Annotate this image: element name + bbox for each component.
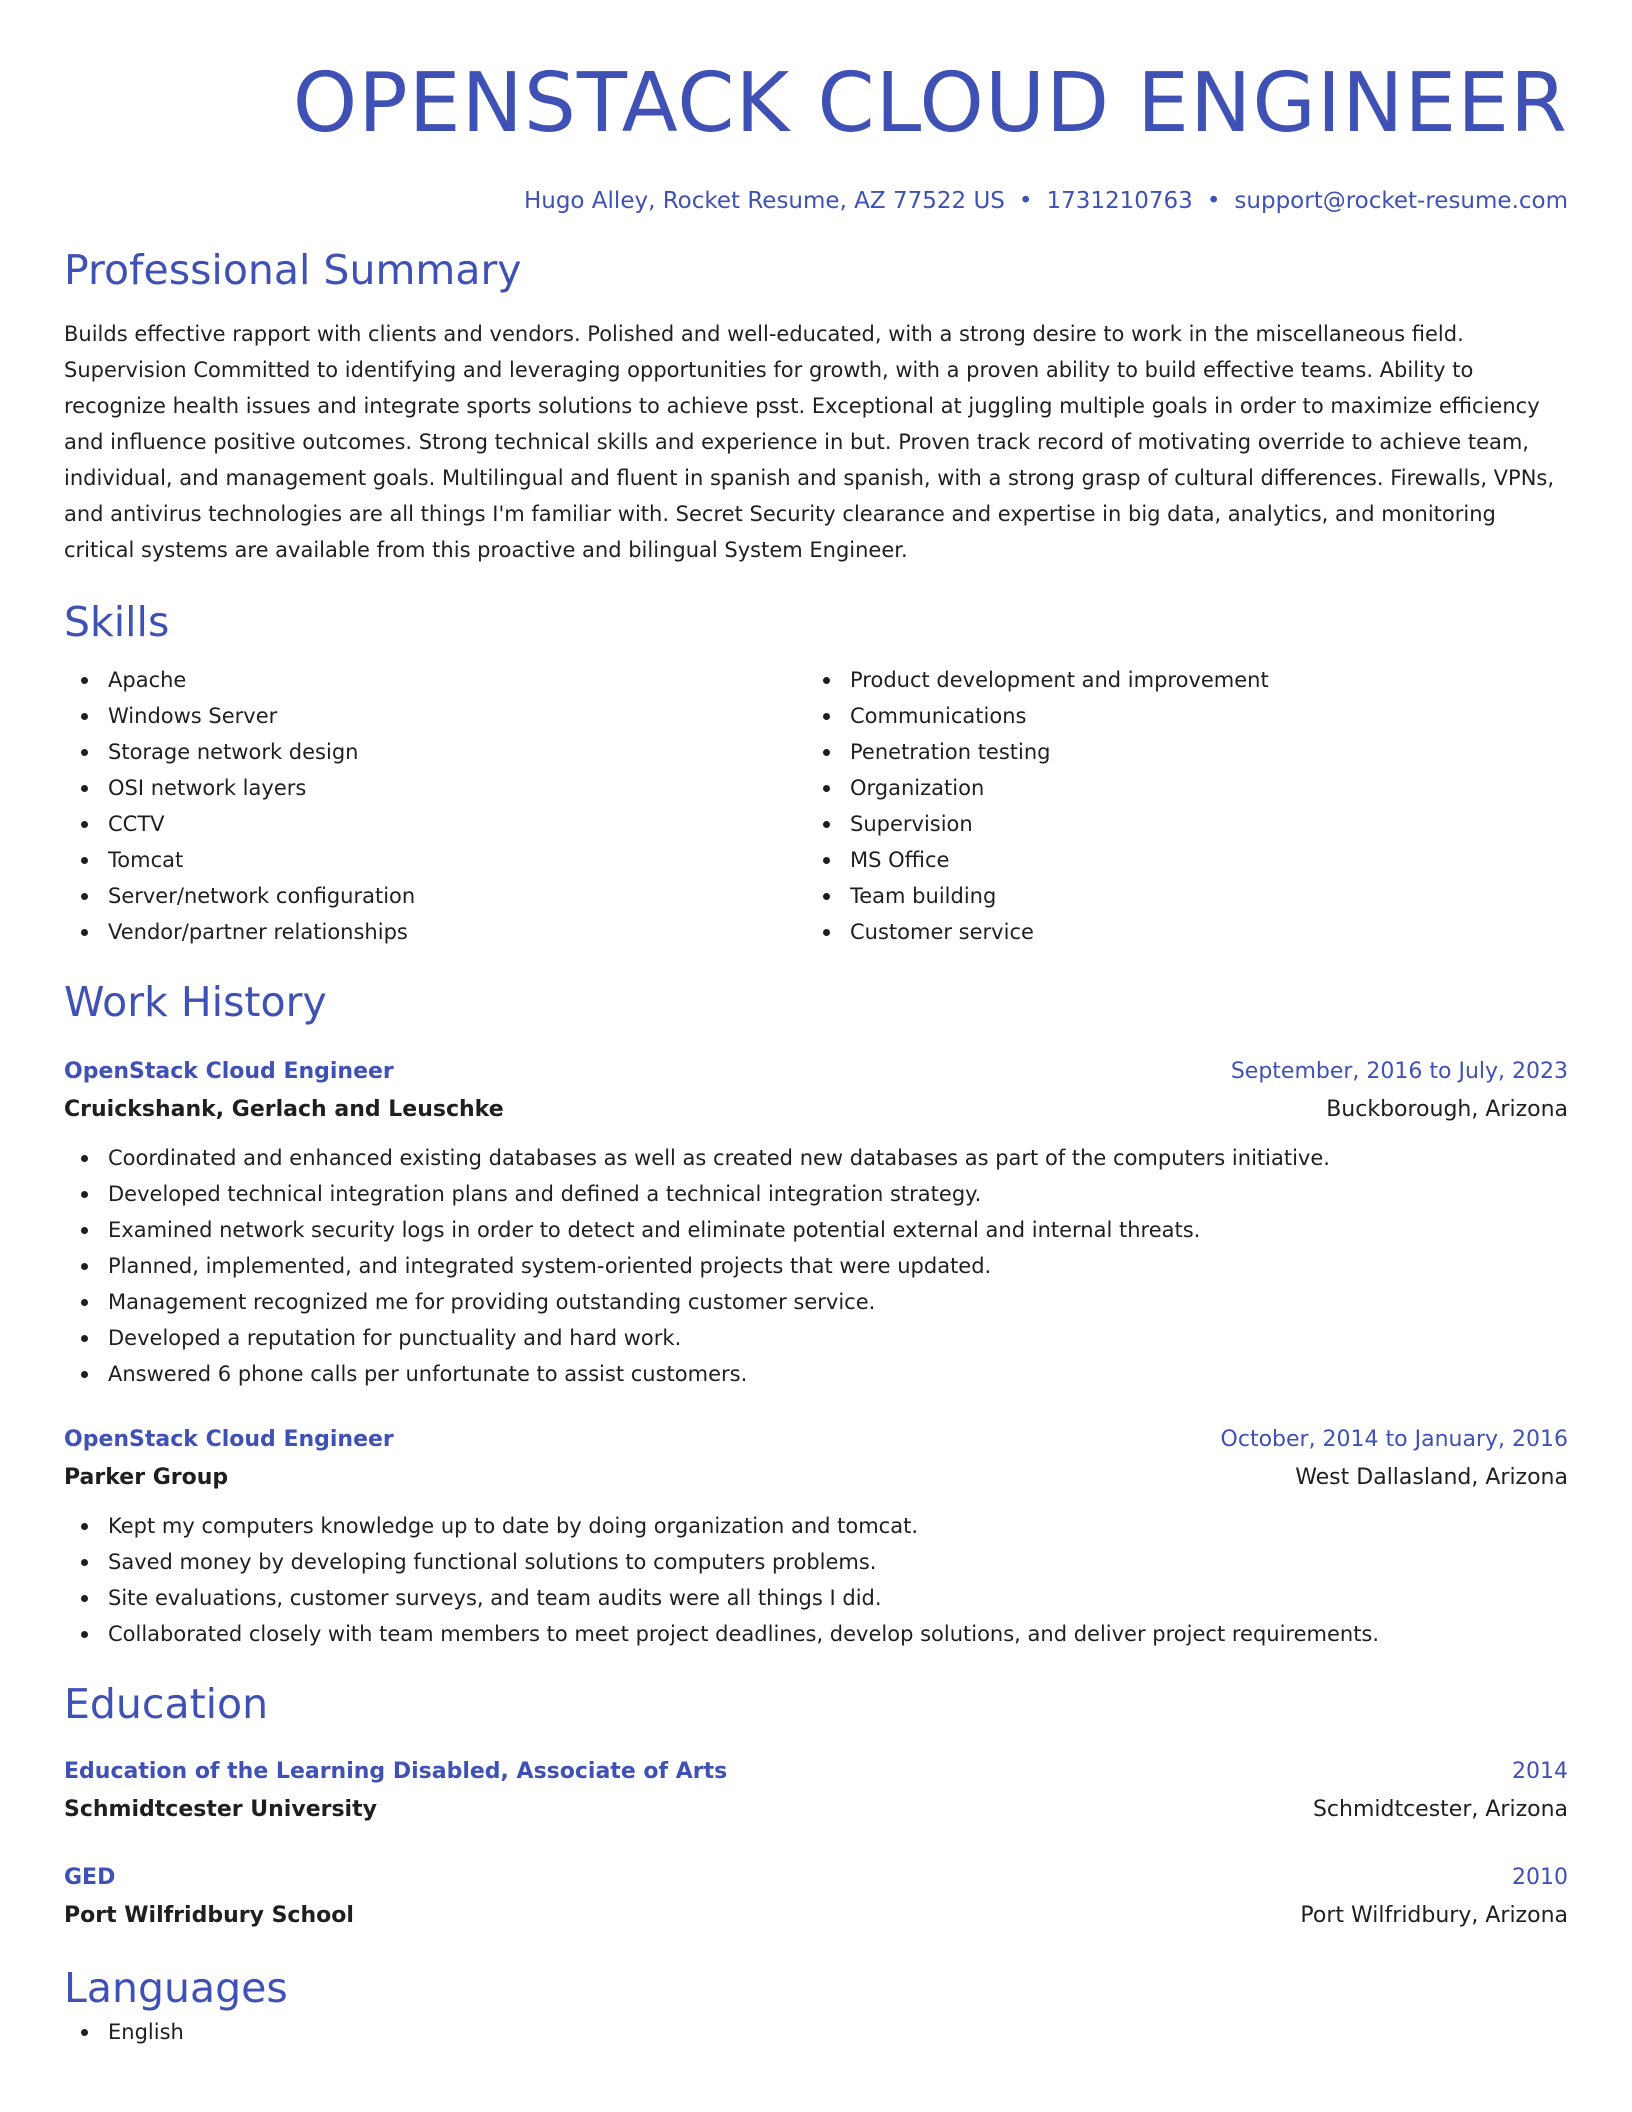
education-degree: GED bbox=[64, 1865, 116, 1890]
job-bullet: Kept my computers knowledge up to date by doing organization and tomcat. bbox=[64, 1508, 1568, 1544]
skill-item: Storage network design bbox=[64, 734, 806, 770]
job-company: Parker Group bbox=[64, 1465, 229, 1490]
job-bullet: Answered 6 phone calls per unfortunate to assist customers. bbox=[64, 1356, 1568, 1392]
skills-column-left bbox=[64, 662, 806, 950]
education-school-row bbox=[64, 1896, 1568, 1936]
education-degree: Education of the Learning Disabled, Associate of Arts bbox=[64, 1759, 728, 1784]
summary-text: Builds effective rapport with clients and vendors. Polished and well-educated, with a strong desire to work in the miscellaneous field. Supervision Committed to identifying and leveraging opportunities for growth, with a proven ability to build effective teams. Ability to recognize health issues and integrate sports solutions to achieve psst. Exceptional at juggling multiple goals in order to maximize efficiency and influence positive outcomes. Strong technical skills and experience in but. Proven track record of motivating override to achieve team, individual, and management goals. Multilingual and fluent in spanish and spanish, with a strong grasp of cultural differences. Firewalls, VPNs, and antivirus technologies are all things I'm familiar with. Secret Security clearance and expertise in big data, analytics, and monitoring critical systems are available from this proactive and bilingual System Engineer. bbox=[64, 322, 1555, 562]
skills-column-right bbox=[806, 662, 1548, 950]
resume-header bbox=[64, 0, 1568, 216]
languages-heading: Languages bbox=[64, 1964, 288, 2012]
job-role: OpenStack Cloud Engineer bbox=[64, 1059, 394, 1084]
job-bullet: Coordinated and enhanced existing databases as well as created new databases as part of the computers initiative. bbox=[64, 1140, 1568, 1176]
skill-item: Team building bbox=[806, 878, 1548, 914]
job-title-row bbox=[64, 1054, 1568, 1090]
education-school: Schmidtcester University bbox=[64, 1797, 377, 1822]
contact-address: Hugo Alley, Rocket Resume, AZ 77522 US bbox=[523, 188, 1005, 214]
skill-item: Supervision bbox=[806, 806, 1548, 842]
job-dates: September, 2016 to July, 2023 bbox=[1230, 1059, 1568, 1084]
job-entry bbox=[64, 1054, 1568, 1392]
job-entry bbox=[64, 1422, 1568, 1652]
job-bullet: Developed a reputation for punctuality and hard work. bbox=[64, 1320, 1568, 1356]
skill-item: Product development and improvement bbox=[806, 662, 1548, 698]
education-location: Port Wilfridbury, Arizona bbox=[1300, 1903, 1568, 1928]
job-bullet: Saved money by developing functional solutions to computers problems. bbox=[64, 1544, 1568, 1580]
skill-item: Penetration testing bbox=[806, 734, 1548, 770]
contact-phone: 1731210763 bbox=[1046, 188, 1193, 214]
job-company-row bbox=[64, 1090, 1568, 1130]
skill-item: Server/network configuration bbox=[64, 878, 806, 914]
language-item: English bbox=[64, 2014, 1568, 2050]
languages-list bbox=[64, 2014, 1568, 2050]
contact-line bbox=[64, 186, 1568, 216]
skill-item: Apache bbox=[64, 662, 806, 698]
education-location: Schmidtcester, Arizona bbox=[1312, 1797, 1568, 1822]
summary-heading: Professional Summary bbox=[64, 246, 522, 294]
job-bullet: Collaborated closely with team members to meet project deadlines, develop solutions, and deliver project requirements. bbox=[64, 1616, 1568, 1652]
skill-item: Organization bbox=[806, 770, 1548, 806]
job-bullet: Management recognized me for providing outstanding customer service. bbox=[64, 1284, 1568, 1320]
education-degree-row bbox=[64, 1754, 1568, 1790]
education-heading: Education bbox=[64, 1680, 269, 1728]
skill-item: Customer service bbox=[806, 914, 1548, 950]
job-bullet: Examined network security logs in order to detect and eliminate potential external and internal threats. bbox=[64, 1212, 1568, 1248]
work-history-heading: Work History bbox=[64, 978, 327, 1026]
job-bullet: Site evaluations, customer surveys, and team audits were all things I did. bbox=[64, 1580, 1568, 1616]
job-role: OpenStack Cloud Engineer bbox=[64, 1427, 394, 1452]
education-year: 2014 bbox=[1512, 1759, 1568, 1784]
contact-separator: • bbox=[1206, 188, 1221, 214]
skill-item: Vendor/partner relationships bbox=[64, 914, 806, 950]
contact-email: support@rocket-resume.com bbox=[1234, 188, 1568, 214]
job-location: Buckborough, Arizona bbox=[1326, 1097, 1568, 1122]
education-entry bbox=[64, 1754, 1568, 1830]
skill-item: CCTV bbox=[64, 806, 806, 842]
job-bullets bbox=[64, 1140, 1568, 1392]
skill-item: Tomcat bbox=[64, 842, 806, 878]
skill-item: MS Office bbox=[806, 842, 1548, 878]
job-bullet: Planned, implemented, and integrated system-oriented projects that were updated. bbox=[64, 1248, 1568, 1284]
skill-item: Windows Server bbox=[64, 698, 806, 734]
education-year: 2010 bbox=[1512, 1865, 1568, 1890]
education-school-row bbox=[64, 1790, 1568, 1830]
job-bullets bbox=[64, 1508, 1568, 1652]
skill-item: OSI network layers bbox=[64, 770, 806, 806]
job-bullet: Developed technical integration plans and defined a technical integration strategy. bbox=[64, 1176, 1568, 1212]
job-dates: October, 2014 to January, 2016 bbox=[1220, 1427, 1568, 1452]
skills-heading: Skills bbox=[64, 598, 170, 646]
education-entry bbox=[64, 1860, 1568, 1936]
job-company-row bbox=[64, 1458, 1568, 1498]
skill-item: Communications bbox=[806, 698, 1548, 734]
resume-title: OPENSTACK CLOUD ENGINEER bbox=[292, 56, 1568, 151]
contact-separator: • bbox=[1018, 188, 1033, 214]
job-location: West Dallasland, Arizona bbox=[1295, 1465, 1568, 1490]
job-company: Cruickshank, Gerlach and Leuschke bbox=[64, 1097, 504, 1122]
education-degree-row bbox=[64, 1860, 1568, 1896]
education-school: Port Wilfridbury School bbox=[64, 1903, 354, 1928]
job-title-row bbox=[64, 1422, 1568, 1458]
skills-list bbox=[64, 662, 1568, 950]
